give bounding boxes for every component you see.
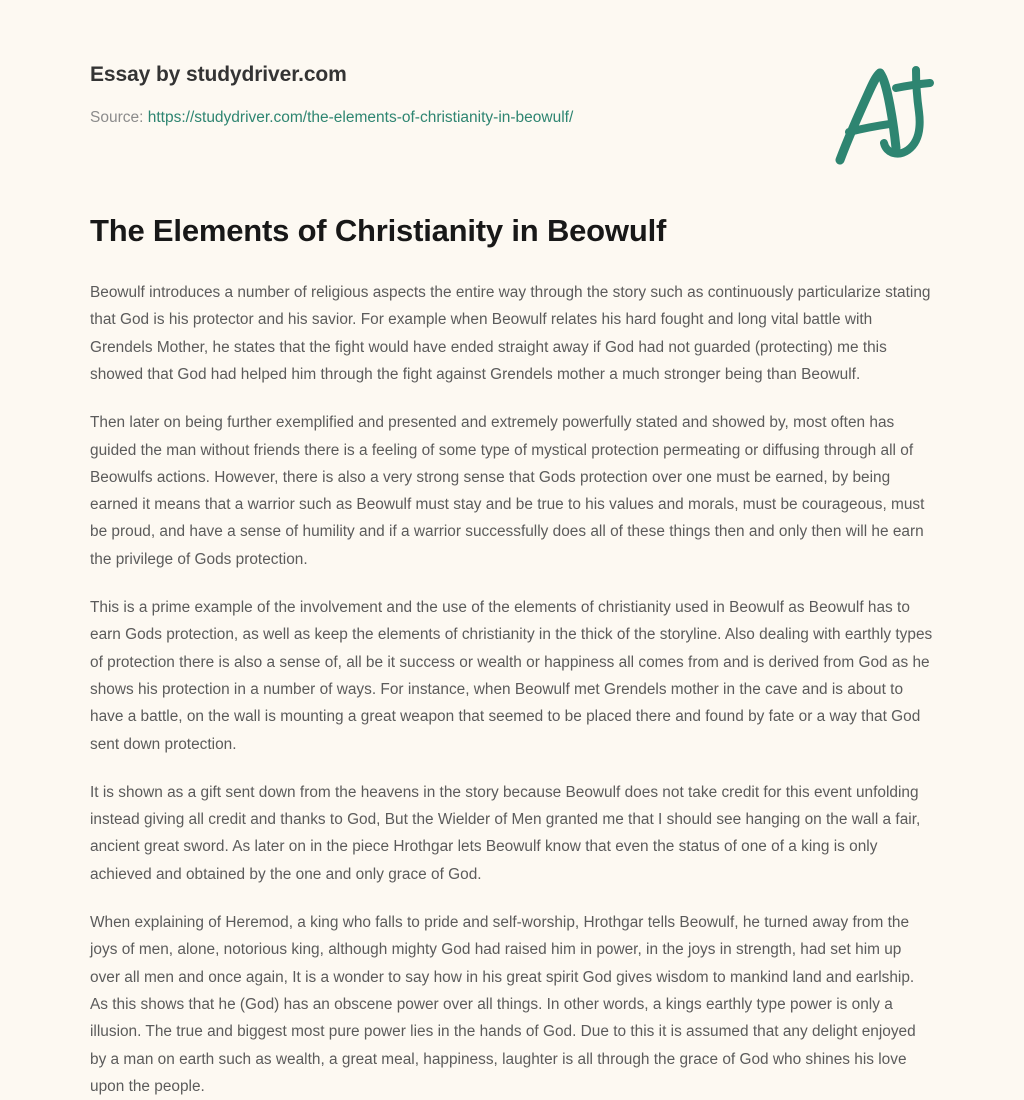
a-plus-logo-icon [824, 60, 944, 170]
page-header [90, 0, 934, 128]
source-url-link[interactable]: https://studydriver.com/the-elements-of-christianity-in-beowulf/ [147, 109, 574, 127]
article-body [90, 251, 934, 1100]
byline: Essay by studydriver.com [90, 63, 347, 86]
page-title: The Elements of Christianity in Beowulf [90, 213, 667, 249]
article-paragraph: Beowulf introduces a number of religious aspects the entire way through the story such as continuously particularize stating that God is his protector and his savior. For example when Beowulf relates his hard fought and long vital battle with Grendels Mother, he states that the fight would have ended straight away if God had not guarded (protecting) me this showed that God had helped him through the fight against Grendels mother a much stronger being than Beowulf. [90, 284, 931, 383]
source-label: Source: [90, 109, 148, 127]
article-paragraph: When explaining of Heremod, a king who falls to pride and self-worship, Hrothgar tells Beowulf, he turned away from the joys of men, alone, notorious king, although mighty God had raised him in power, in the joys in strength, had set him up over all men and once again, It is a wonder to say how in his great spirit God gives wisdom to mankind land and earlship. As this shows that he (God) has an obscene power over all things. In other words, a kings earthly type power is only a illusion. The true and biggest most pure power lies in the hands of God. Due to this it is assumed that any delight enjoyed by a man on earth such as wealth, a great meal, happiness, laughter is all through the grace of God who shines his love upon the people. [90, 914, 916, 1095]
article-paragraph: Then later on being further exemplified and presented and extremely powerfully stated and showed by, most often has guided the man without friends there is a feeling of some type of mystical protection permeating or diffusing through all of Beowulfs actions. However, there is also a very strong sense that Gods protection over one must be earned, by being earned it means that a warrior such as Beowulf must stay and be true to his values and morals, must be courageous, must be proud, and have a sense of humility and if a warrior successfully does all of these things then and only then will he earn the privilege of Gods protection. [90, 414, 925, 568]
article-paragraph: This is a prime example of the involvement and the use of the elements of christianity used in Beowulf as Beowulf has to earn Gods protection, as well as keep the elements of christianity in the thick of the storyline. Also dealing with earthly types of protection there is also a sense of, all be it success or wealth or happiness all comes from and is derived from God as he shows his protection in a number of ways. For instance, when Beowulf met Grendels mother in the cave and is about to have a battle, on the wall is mounting a great weapon that seemed to be placed there and found by fate or a way that God sent down protection. [90, 599, 933, 753]
article-paragraph: It is shown as a gift sent down from the heavens in the story because Beowulf does not take credit for this event unfolding instead giving all credit and thanks to God, But the Wielder of Men granted me that I should see hanging on the wall a fair, ancient great sword. As later on in the piece Hrothgar lets Beowulf know that even the status of one of a king is only achieved and obtained by the one and only grace of God. [90, 783, 921, 883]
source-line [90, 108, 934, 128]
